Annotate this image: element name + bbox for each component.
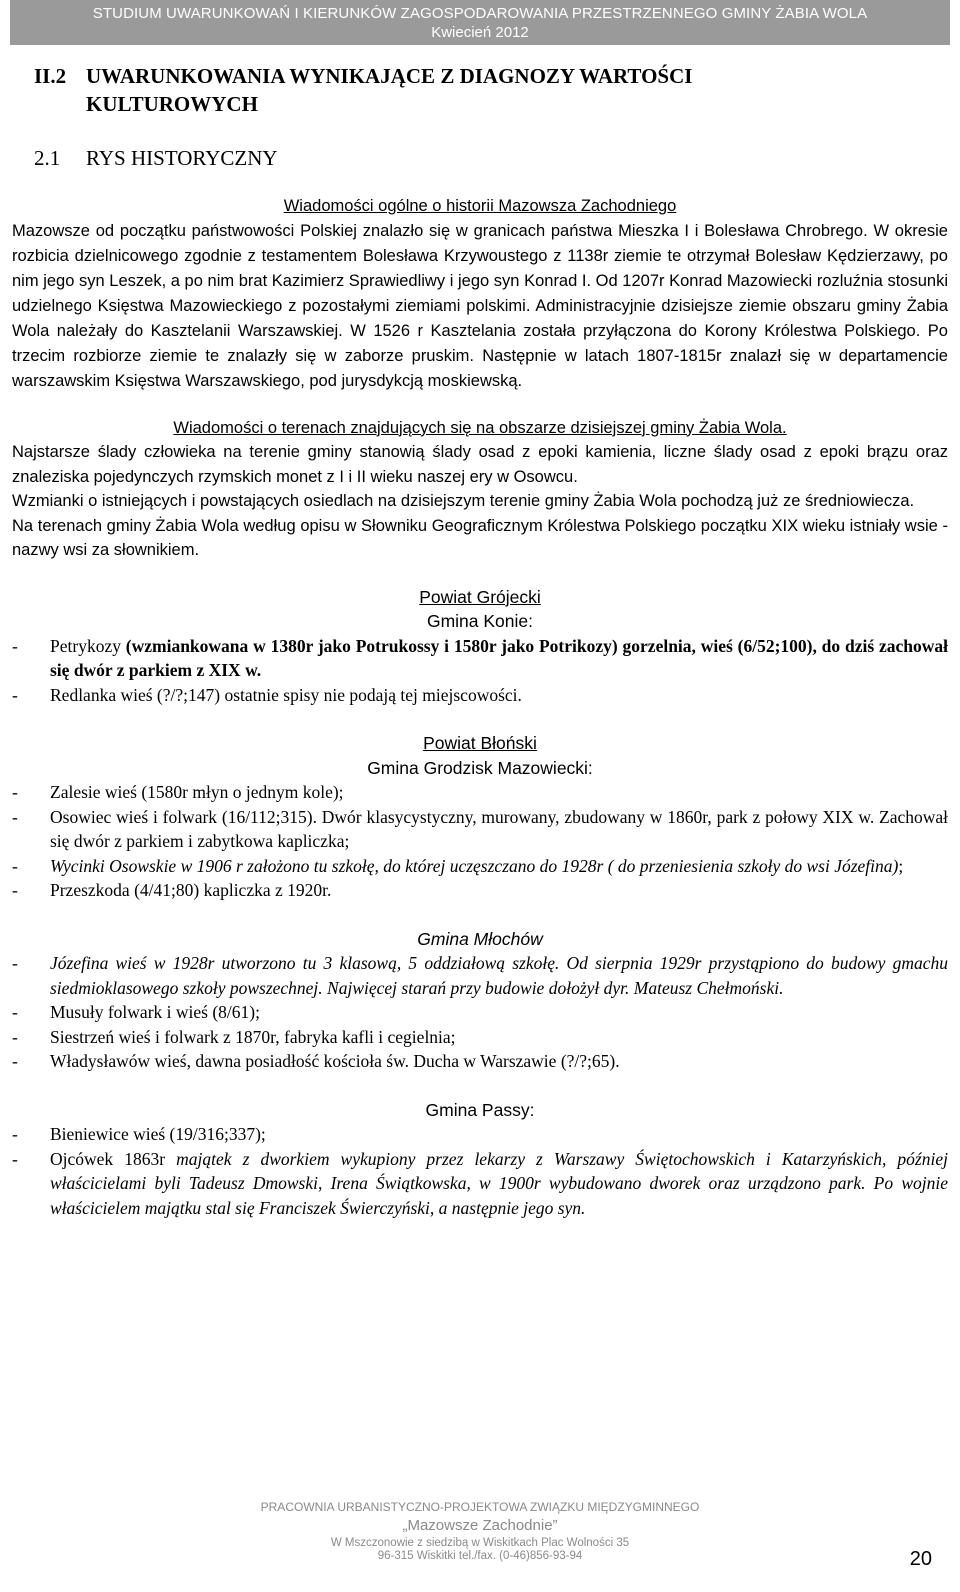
footer-office: PRACOWNIA URBANISTYCZNO-PROJEKTOWA ZWIĄZKU MIĘDZYGMINNEGO: [260, 1500, 700, 1514]
village-name: Ojcówek 1863r: [50, 1148, 177, 1169]
page-content: [12, 62, 948, 1220]
list-item: - Musuły folwark i wieś (8/61);: [12, 1000, 948, 1025]
history-block: [12, 194, 948, 394]
list-item: - Władysławów wieś, dawna posiadłość kościoła św. Ducha w Warszawie (?/?;65).: [12, 1049, 948, 1074]
list-item: - Przeszkoda (4/41;80) kapliczka z 1920r.: [12, 878, 948, 903]
footer-name: „Mazowsze Zachodnie”: [402, 1517, 558, 1534]
section-title-line1: UWARUNKOWANIA WYNIKAJĄCE Z DIAGNOZY WARTOŚCI: [86, 64, 693, 88]
running-header: [10, 0, 950, 45]
village-description: majątek z dworkiem wykupiony przez lekarzy z Warszawy Świętochowskich i Katarzyńskich, później właścicielami byli Tadeusz Dmowski, Irena Świątkowska, w 1900r wybudowano dworek oraz urządzono park. Po wojnie właścicielem majątku stal się Franciszek Świerczyński, a następnie jego syn.: [50, 1148, 948, 1218]
item-text-end: dołożył dyr. Mateusz Chełmoński.: [544, 977, 784, 998]
powiat-grojecki-block: [12, 585, 948, 708]
footer-contact: 96-315 Wiskitki tel./fax. (0-46)856-93-94: [377, 1550, 583, 1562]
list-item: - Redlanka wieś (?/?;147) ostatnie spisy nie podają tej miejscowości.: [12, 683, 948, 708]
gmina-konie-heading: Gmina Konie:: [426, 611, 534, 631]
gmina-mlochow-heading: Gmina Młochów: [417, 928, 543, 949]
list-item: - Bieniewice wieś (19/316;337);: [12, 1122, 948, 1147]
village-name: Petrykozy: [50, 635, 126, 656]
gmina-grodzisk-heading: Gmina Grodzisk Mazowiecki:: [367, 757, 593, 778]
powiat-grojecki-heading: Powiat Grójecki: [419, 586, 541, 607]
subsection-title: RYS HISTORYCZNY: [86, 146, 278, 170]
terrain-paragraph-1: Najstarsze ślady człowieka na terenie gminy stanowią ślady osad z epoki kamienia, liczne ślady osad z epoki brązu oraz znaleziska pojedynczych rzymskich monet z I i II wieku naszej ery w Osowcu.: [12, 443, 948, 486]
subsection-heading: [34, 144, 948, 172]
page-number: 20: [909, 1548, 932, 1570]
powiat-blonski-block: [12, 731, 948, 903]
list-item: [12, 634, 948, 683]
list-item: - Zalesie wieś (1580r młyn o jednym kole);: [12, 780, 948, 805]
terrain-heading: Wiadomości o terenach znajdujących się na obszarze dzisiejszej gminy Żabia Wola.: [173, 418, 787, 437]
powiat-blonski-heading: Powiat Błoński: [423, 733, 537, 753]
list-item: [12, 854, 948, 879]
history-heading: Wiadomości ogólne o historii Mazowsza Zachodniego: [283, 197, 677, 215]
history-text: Mazowsze od początku państwowości Polskiej znalazło się w granicach państwa Mieszka I i Bolesława Chrobrego. W okresie rozbicia dzielnicowego zgodnie z testamentem Bolesława Krzywoustego z 1138r ziemie te otrzymał Bolesław Kędzierzawy, po nim jego syn Leszek, a po nim brat Kazimierz Sprawiedliwy i jego syn Konrad I. Od 1207r Konrad Mazowiecki rozluźnia stosunki udzielnego Księstwa Mazowieckiego z pozostałymi ziemiami polskimi. Administracyjnie dzisiejsze ziemie obszaru gminy Żabia Wola należały do Kasztelanii Warszawskiej. W 1526 r Kasztelania została przyłączona do Korony Królestwa Polskiego. Po trzecim rozbiorze ziemie te znalazły się w zaborze pruskim. Następnie w latach 1807-1815r znalazł się w departamencie warszawskim Księstwa Warszawskiego, pod jurysdykcją moskiewską.: [12, 221, 948, 390]
page-footer: [0, 1500, 960, 1562]
header-date: Kwiecień 2012: [431, 24, 529, 41]
gmina-mlochow-block: [12, 927, 948, 1074]
item-text: Wycinki Osowskie w 1906 r założono tu szkołę, do której uczęszczano do 1928r ( do przeniesienia szkoły do wsi Józefina): [50, 855, 899, 876]
terrain-block: [12, 416, 948, 563]
section-heading: [34, 62, 948, 118]
list-item: - Osowiec wieś i folwark (16/112;315). Dwór klasycystyczny, murowany, zbudowany w 1860r, park z połowy XIX w. Zachował się dwór z parkiem i zabytkowa kapliczka;: [12, 805, 948, 854]
village-description: (wzmiankowana w 1380r jako Potrukossy i 1580r jako Potrikozy) gorzelnia, wieś (6/52;100), do dziś zachował się dwór z parkiem z XIX w.: [50, 635, 948, 680]
item-text: Józefina wieś w 1928r utworzono tu 3 klasową, 5 oddziałową szkołę. Od sierpnia 1929r przystąpiono do budowy gmachu siedmioklasowego szkoły powszechnej. Najwięcej starań przy budowie: [50, 953, 948, 998]
subsection-number: 2.1: [34, 146, 61, 170]
header-title: STUDIUM UWARUNKOWAŃ I KIERUNKÓW ZAGOSPODAROWANIA PRZESTRZENNEGO GMINY ŻABIA WOLA: [92, 5, 868, 22]
gmina-passy-block: [12, 1098, 948, 1221]
list-item: [12, 1147, 948, 1221]
list-item: - Siestrzeń wieś i folwark z 1870r, fabryka kafli i cegielnia;: [12, 1025, 948, 1050]
terrain-paragraph-3: Na terenach gminy Żabia Wola według opisu w Słowniku Geograficznym Królestwa Polskiego początku XIX wieku istniały wsie - nazwy wsi za słownikiem.: [12, 516, 948, 559]
list-item: [12, 951, 948, 1000]
section-title-line2: KULTUROWYCH: [86, 92, 258, 116]
terrain-paragraph-2: Wzmianki o istniejących i powstających osiedlach na dzisiejszym terenie gminy Żabia Wola pochodzą już ze średniowiecza.: [12, 492, 915, 510]
item-suffix: ;: [898, 855, 904, 876]
section-number: II.2: [34, 64, 67, 88]
footer-address: W Mszczonowie z siedzibą w Wiskitkach Plac Wolności 35: [330, 1537, 630, 1549]
gmina-passy-heading: Gmina Passy:: [425, 1099, 535, 1120]
